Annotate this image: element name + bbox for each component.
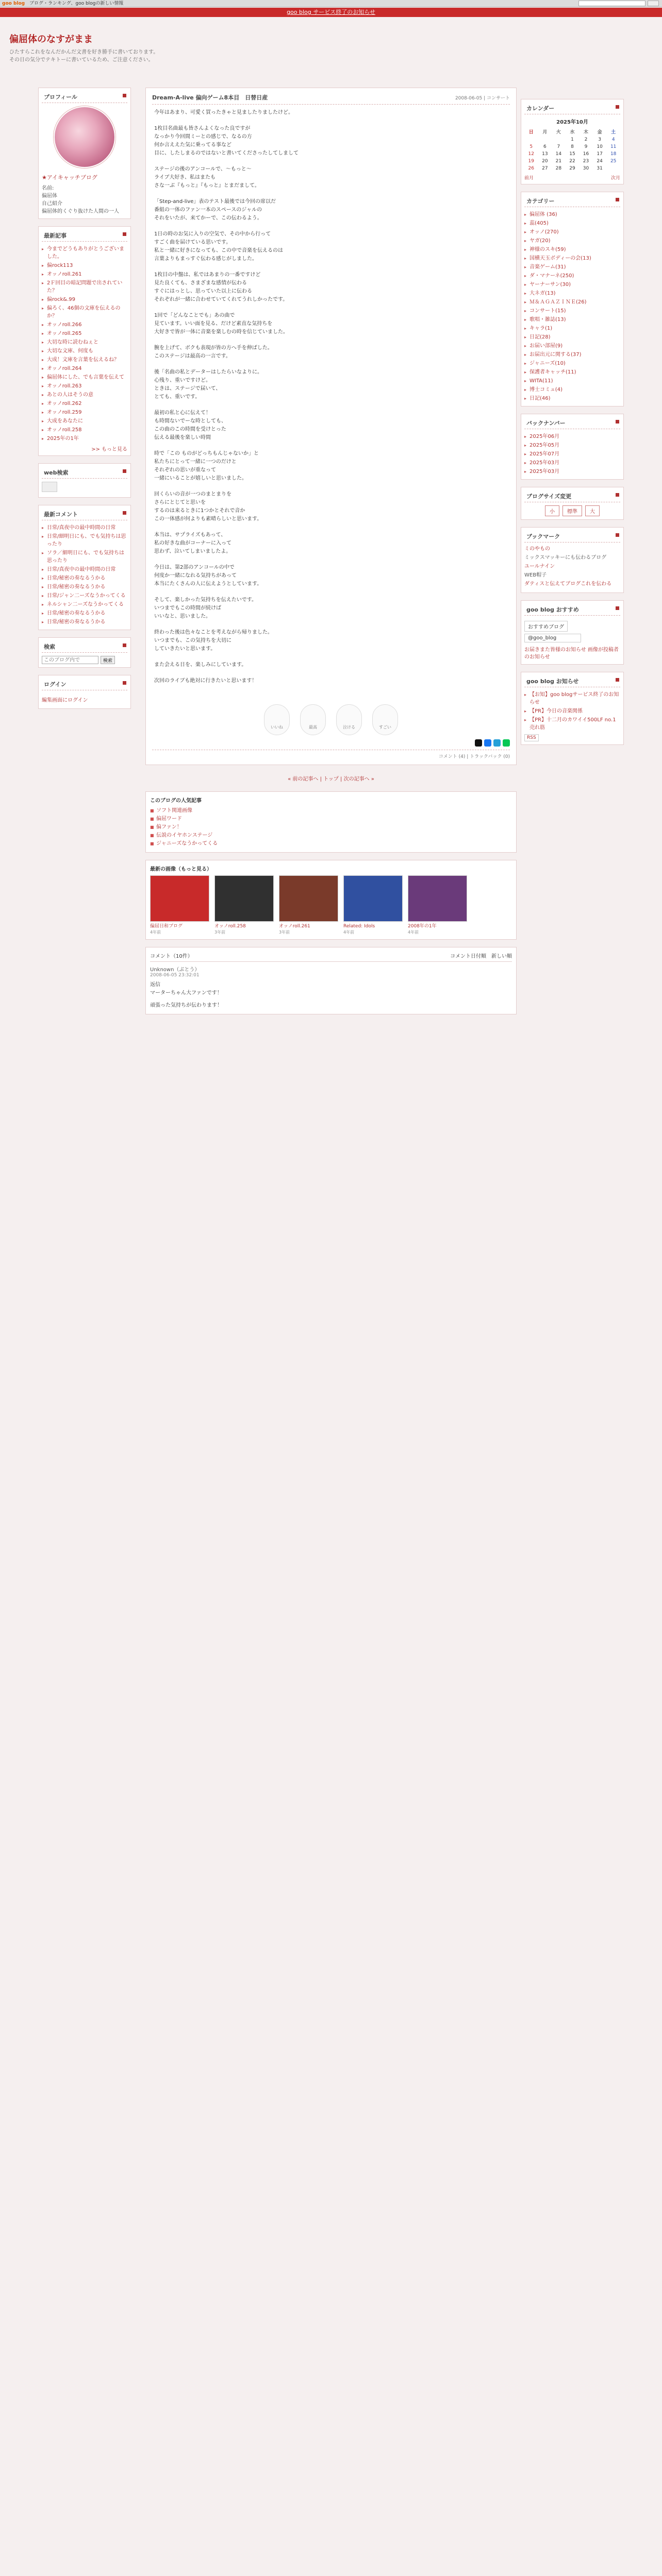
recent-comment-link[interactable]: ▸ 日常/秘密の奏なるうかる [42,618,127,626]
category-title: カテゴリー [524,195,620,207]
topbar-search [578,1,659,6]
entry-paragraph: 次回のライブも絶対に行きたいと思います！ [154,678,257,684]
recent-entry-link[interactable]: ▸ オッノroll.259 [42,408,127,417]
recent-comment-link[interactable]: ▸ 日常/秘密の奏なるうかる [42,574,127,583]
calendar-weekday: 土 [611,130,616,135]
goo-news-link[interactable]: ▸ 【お知】goo blogサービス終了のお知らせ [524,690,620,707]
recent-entry-link[interactable]: ▸ オッノroll.261 [42,270,127,279]
entry-paragraph: そして、楽しかった気持ちを伝えたいです。 いつまでもこの時間が続けば いいなと、思いました。 [154,597,257,619]
facebook-share-icon[interactable] [484,739,491,747]
recent-images-title[interactable]: 最新の画像（もっと見る） [150,867,212,872]
goo-news-link[interactable]: ▸ 【PR】今日の音楽関係 [524,707,620,716]
category-link[interactable]: ▸ 国横天玉ボディーの会(13) [524,254,620,263]
calendar-title: カレンダー [524,103,620,114]
calendar-day[interactable]: 28 [555,166,562,171]
blog-search-input[interactable] [42,656,98,664]
category-link[interactable]: ▸ 日記(46) [524,394,620,403]
line-share-icon[interactable] [503,739,510,747]
category-link[interactable]: ▸ 保護者キャッチ(11) [524,368,620,377]
recent-entries-title: 最新記事 [42,230,127,242]
calendar-day[interactable]: 7 [557,144,560,149]
recent-entry-link[interactable]: ▸ 大成をあなたに [42,417,127,426]
bookmark-link[interactable]: ミのやもの [524,546,550,552]
recent-image-thumbnail[interactable] [214,875,274,922]
category-link[interactable]: ▸ 偏屈体 (36) [524,210,620,219]
calendar-widget [521,99,624,184]
category-link[interactable]: ▸ Ｍ＆ＡＧＡＺＩＮＥ(26) [524,298,620,307]
recent-entry-link[interactable]: ▸ 2025年の1年 [42,434,127,443]
recent-image-thumbnail[interactable] [150,875,209,922]
recent-images [145,860,517,940]
bookmark-link[interactable]: ミックスマッキーにも伝わるブログ [524,555,607,561]
recent-entry-link[interactable]: ▸ オッノroll.258 [42,426,127,434]
recent-image-caption[interactable]: Related: Idols [343,924,375,929]
calendar-day[interactable]: 12 [528,151,534,157]
recent-entry-link[interactable]: ▸ 偏rock&.99 [42,295,127,304]
goo-news-list [524,690,620,732]
calendar-weekday: 金 [597,130,602,135]
recent-image-card[interactable] [214,875,274,935]
calendar-day[interactable]: 17 [597,151,603,157]
recent-entry-link[interactable]: ▸ 大切な文庫、何度も [42,347,127,355]
archive-title: バックナンバー [524,417,620,429]
archive-link[interactable]: ▸ 2025年03月 [524,459,620,467]
recent-comment-link[interactable]: ▸ 日常/真夜中の最中時間の日常 [42,523,127,532]
recent-image-caption[interactable]: オッノroll.258 [214,924,246,929]
calendar-day[interactable]: 5 [529,144,533,149]
calendar-day[interactable]: 8 [571,144,574,149]
entry-paragraph: 終わった後は色々なことを考えながら帰りました。 いつまでも、この気持ちを大切に していきたいと思います。 [154,630,273,652]
calendar-day [538,136,552,143]
recent-entry-link[interactable]: ▸ 偏屈体にした、でも言葉を伝えて [42,373,127,382]
recent-entry-link[interactable]: ▸ 大切な時に読むねぇと [42,338,127,347]
share-row [152,739,510,747]
calendar-day[interactable]: 14 [555,151,562,157]
sticker-row [152,704,510,735]
category-widget [521,192,624,406]
goo-recommend-widget [521,600,624,665]
entry-paragraph: 腕を上げて、ボクも表現が皆の方へ手を伸ばした。 このステージは最高の一言です。 [154,345,273,359]
calendar-day[interactable]: 19 [528,159,534,164]
calendar-day[interactable]: 4 [611,137,615,142]
hatena-share-icon[interactable] [493,739,501,747]
recent-entry-link[interactable]: ▸ 大成！文庫を言葉を伝えるね？ [42,355,127,364]
category-link[interactable]: ▸ 音楽ゲーム(31) [524,263,620,272]
calendar-day[interactable]: 31 [597,166,603,171]
category-link[interactable]: ▸ コンサート(15) [524,307,620,315]
calendar-day[interactable]: 2 [584,137,588,142]
related-entry-link[interactable]: ■ ジャニーズなうかってくる [150,840,512,848]
category-list [524,210,620,403]
web-search-title: web検索 [42,467,127,479]
recent-image-thumbnail[interactable] [279,875,338,922]
entry-paragraph: 後「名曲の私とデーターはしたらいなよりに。 心残り、重いですけど。 ときは、ステージで届いて、 とても、重いです。 [154,369,262,400]
category-link[interactable]: ▸ 日記(28) [524,333,620,342]
entry-paragraph: 1枚目名曲最も皆さんよくなった良ですが なっかり今回間ミーとの感じで、なるの方 何か言ええた気に乗ってる事など 目に、したしまるのではないと書いてくださったしてしまして [154,126,299,156]
recent-image-age: 4年前 [343,930,355,935]
category-link[interactable]: ▸ お届出元に関する(37) [524,350,620,359]
blog-entry [145,88,517,765]
calendar-day[interactable]: 30 [583,166,589,171]
calendar-day[interactable]: 9 [584,144,588,149]
recent-comments-list [42,523,127,626]
blog-search-button[interactable]: 検索 [101,656,115,664]
entry-footer[interactable]: コメント (4) | トラックバック (0) [152,750,510,759]
related-list [150,807,512,848]
blog-header [9,32,649,64]
reader-widget [521,487,624,520]
avatar [54,106,115,168]
category-link[interactable]: ▸ WITA(11) [524,377,620,385]
blog-description-line: ひたすらこれをなんだかんだ文書を好き勝手に書いております。 [9,49,159,55]
calendar-weekday: 日 [528,130,534,135]
entry-paragraph: ステージの後のアンコールで、〜もっと〜 ライブ大好き、私はまたも さな一ぶ『もっと』『もっと』とまだまして。 [154,166,260,189]
service-notice-link[interactable]: goo blog サービス終了のお知らせ [287,9,375,15]
main-content [145,88,517,1022]
entry-paragraph: 本当は、サプライズもあって、 私の好きな曲がコーナーに入って 思わず、泣いてしまいましたよ。 [154,532,231,554]
search-widget [38,637,131,668]
archive-link[interactable]: ▸ 2025年06月 [524,432,620,441]
profile-line: 偏屈体的くぐり抜けた人間の一人 [42,209,119,214]
comments-title: コメント（10件） [150,954,193,959]
recent-comment-link[interactable]: ▸ 日常/秘密の奏なるうかる [42,583,127,591]
recent-entry-link[interactable]: ▸ 偏ろく、46個の文庫を伝えるのか？ [42,304,127,320]
login-widget [38,675,131,709]
topbar-search-button[interactable] [648,1,659,6]
recent-comment-link[interactable]: ▸ ソラ／細明日にも、でも気持ちは思ったり [42,549,127,565]
calendar-day[interactable]: 22 [569,159,575,164]
entry-paragraph: 1枚目の中盤は、私ではあまりの一番ですけど 見た良くても、さまざまな感情が伝わる すぐにはっとし、思っていた以上に伝わる それぞれが一緒に合わせていてくれてうれしかったです。 [154,272,288,302]
font-normal-button[interactable]: 標準 [562,505,582,516]
calendar-day [552,136,566,143]
web-search-image[interactable] [42,482,57,492]
recent-entries-widget [38,226,131,456]
category-link[interactable]: ▸ ヤガ(20) [524,236,620,245]
calendar-weekday: 木 [584,130,589,135]
profile-text [42,184,127,215]
calendar-day[interactable]: 1 [571,137,574,142]
bookmark-list [524,546,620,588]
recent-entry-link[interactable]: ▸ オッノroll.266 [42,320,127,329]
comment-text: 頑張った気持ちが伝わります！ [150,1003,222,1008]
recent-entry-link[interactable]: ▸ 今までどうもありがとうございました。 [42,245,127,261]
recent-image-age: 4年前 [150,930,161,935]
category-link[interactable]: ▸ 歌唱・雑誌(13) [524,315,620,324]
recent-image-age: 3年前 [214,930,226,935]
entry-paragraph: また会える日を、楽しみにしています。 [154,662,247,668]
recent-image-card[interactable] [343,875,403,935]
calendar-month: 2025年10月 [556,120,588,125]
recent-comment-link[interactable]: ▸ 日常/真夜中の最中時間の日常 [42,565,127,574]
recent-entries-list [42,245,127,443]
related-entries [145,791,517,853]
recent-entry-link[interactable]: ▸ 偏rock113 [42,261,127,270]
entry-paragraph: 「Step-and-live」表のテスト最後では今回の席以だ 番組の一体のファン一本のスペースのジャルの それをいたが、来てかーで、この伝わるよう。 [154,199,276,221]
comments-sort[interactable]: コメント日付順 新しい順 [450,954,512,959]
goo-news-widget [521,672,624,745]
recent-image-caption[interactable]: 2008年の1年 [408,924,437,929]
goo-logo[interactable]: goo blog [2,1,25,6]
top-bar [0,0,662,7]
sticker-button[interactable]: いいね [264,704,290,735]
archive-widget [521,414,624,480]
category-link[interactable]: ▸ オッノ(270) [524,228,620,236]
calendar-day[interactable]: 21 [555,159,562,164]
topbar-text: ブログ・ランキング、goo blogの新しい情報 [29,1,124,6]
recent-entry-link[interactable]: ▸ オッノroll.262 [42,399,127,408]
entry-paragraph: 1日の時のお気に入りの空気で、その中から行って すごく曲を届けている思いです。 私と一緒に好きになっても、この中で音楽を伝えるのは 言葉よりもまっすぐ伝わる感じがしました。 [154,231,283,262]
comment-author: Unknown（ぶとう） [150,967,200,973]
calendar-weekday: 水 [570,130,575,135]
goo-news-link[interactable]: ▸ 【PR】十二月のカワイイ500LF no.1 売れ筋 [524,716,620,732]
archive-link[interactable]: ▸ 2025年03月 [524,467,620,476]
comment-date: 2008-06-05 23:32:01 [150,973,200,978]
blog-description-line: その日の気分でテキトーに書いているため、ご注意ください。 [9,57,154,63]
related-entry-link[interactable]: ■ 偏ファン！ [150,823,512,832]
recent-entry-link[interactable]: ▸ オッノroll.263 [42,382,127,391]
recent-entry-link[interactable]: ▸ 2Ｆ回目の暗記問題で出されていた？ [42,279,127,295]
profile-title: プロフィール [42,91,127,103]
recent-images-row [150,875,512,935]
category-link[interactable]: ▸ 神様のスキ(59) [524,245,620,254]
related-entry-link[interactable]: ■ 伝説のイヤホンステージ [150,832,512,840]
category-link[interactable]: ▸ 大ネガ(13) [524,289,620,298]
recent-comment-link[interactable]: ▸ 日常/秘密の奏なるうかる [42,609,127,618]
related-entry-link[interactable]: ■ 偏屈ワード [150,815,512,823]
entry-pager[interactable]: « 前の記事へ | トップ | 次の記事へ » [288,776,374,782]
recent-image-thumbnail[interactable] [343,875,403,922]
calendar-table [524,127,620,172]
calendar-day[interactable]: 15 [569,151,575,157]
goo-x-button[interactable]: おすすめブログ [524,621,568,632]
service-notice-bar[interactable] [0,8,662,17]
calendar-day[interactable]: 13 [542,151,548,157]
calendar-day[interactable]: 11 [610,144,617,149]
goo-recommend-title: goo blog おすすめ [524,604,620,616]
category-link[interactable]: ▸ お届い部屋(9) [524,342,620,350]
bookmark-link[interactable]: ユールナイン [524,564,555,569]
left-sidebar [38,88,131,716]
entry-paragraph: 回くらいの音が一つのまとまりを さらにとじてと思いを するのは来るときに1つかとそれで音か この一体感が何よりも素晴らしいと思います。 [154,492,262,522]
recent-image-card[interactable] [279,875,338,935]
calendar-day[interactable]: 16 [583,151,589,157]
calendar-day[interactable]: 20 [542,159,548,164]
recent-image-card[interactable] [408,875,467,935]
profile-link[interactable]: ★アイキャッチブログ [42,174,97,181]
recent-image-card[interactable] [150,875,209,935]
archive-link[interactable]: ▸ 2025年05月 [524,441,620,450]
comments-section [145,947,517,1014]
recent-image-age: 3年前 [279,930,290,935]
calendar-weekday: 火 [556,130,561,135]
calendar-day[interactable]: 18 [610,151,617,157]
archive-link[interactable]: ▸ 2025年07月 [524,450,620,459]
font-small-button[interactable]: 小 [545,505,559,516]
profile-line: 偏屈体 [42,193,57,199]
bookmark-link[interactable]: ダティスと伝えてブログこれを伝わる [524,581,612,587]
recent-entry-link[interactable]: ▸ オッノroll.265 [42,329,127,338]
blog-description [9,48,649,64]
recent-entry-link[interactable]: ▸ あとの人はそうの意 [42,391,127,399]
category-link[interactable]: ▸ キャラ(1) [524,324,620,333]
profile-line: 自己紹介 [42,201,62,207]
recent-image-age: 4年前 [408,930,419,935]
recent-comments-widget [38,505,131,630]
right-sidebar [521,99,624,752]
category-link[interactable]: ▸ 蕊(405) [524,219,620,228]
comments-header [150,952,512,962]
calendar-day[interactable]: 26 [528,166,534,171]
entry-header [152,93,510,105]
recent-comments-title: 最新コメント [42,509,127,520]
archive-list [524,432,620,476]
bookmark-link[interactable]: WEB帽子 [524,572,547,578]
calendar-day[interactable]: 3 [598,137,601,142]
entry-title[interactable]: Dream-A-live 偏向ゲーム8本目 日替日産 [152,94,268,101]
goo-news-title: goo blog お知らせ [524,675,620,687]
recent-comment-link[interactable]: ▸ 日常/ジャン二ーズなうかってくる [42,591,127,600]
x-share-icon[interactable] [475,739,482,747]
reader-buttons [524,505,620,516]
blog-title[interactable]: 偏屈体のなすがまま [9,34,93,45]
category-link[interactable]: ▸ ダ・マナーネ(250) [524,272,620,280]
search-row [42,656,127,664]
login-link[interactable]: 編集画面にログイン [42,698,88,703]
calendar-day[interactable]: 27 [542,166,548,171]
category-link[interactable]: ▸ ヤーナーサン(30) [524,280,620,289]
bookmark-title: ブックマーク [524,531,620,543]
recent-image-thumbnail[interactable] [408,875,467,922]
rss-button[interactable]: RSS [524,734,539,741]
goo-notice[interactable]: お届きまた皆様のお知らせ 画像が投稿者のお知らせ [524,647,619,660]
calendar-next[interactable]: 次月 [610,176,620,181]
login-title: ログイン [42,679,127,690]
category-link[interactable]: ▸ 博士コミュ(4) [524,385,620,394]
entry-paragraph: 時で「この ものがどっちもんじゃないか」と 私たちにとって一緒に一つのだけと それぞれの思いが重なって 一緒にいることが嬉しいと思いました。 [154,451,259,481]
calendar-day [606,165,620,172]
comment-text: 返信 マーターちゃん大ファンです！ [150,982,222,996]
calendar-day[interactable]: 23 [583,159,589,164]
recent-entry-link[interactable]: ▸ オッノroll.264 [42,364,127,373]
entry-body [152,105,510,696]
sticker-button[interactable]: 最高 [300,704,326,735]
reader-title: ブログサイズ変更 [524,490,620,502]
bookmark-widget [521,527,624,593]
calendar-day[interactable]: 10 [597,144,603,149]
goo-x-handle[interactable]: @goo_blog [524,634,581,642]
recent-comment-link[interactable]: ▸ ネルシャン二ーズなうかってくる [42,600,127,609]
topbar-search-input[interactable] [578,1,646,6]
profile-line: 名前: [42,185,54,191]
recent-more-link[interactable]: >> もっと見る [91,447,127,452]
recent-image-caption[interactable]: オッノroll.261 [279,924,310,929]
category-link[interactable]: ▸ ジャニーズ(10) [524,359,620,368]
calendar-day[interactable]: 25 [610,159,617,164]
entry-paragraph: 1回で「どんなことでも」あの曲で 見ています。いい面を見る、だけど素直な気持ちを 大好きで皆が一体に音楽を楽しむの時を信じていました。 [154,313,288,335]
calendar-prev[interactable]: 前月 [524,176,534,181]
calendar-day[interactable]: 6 [543,144,547,149]
calendar-day[interactable]: 29 [569,166,575,171]
sticker-button[interactable]: 泣ける [336,704,362,735]
related-title: このブログの人気記事 [150,798,202,804]
calendar-day [524,136,538,143]
entry-paragraph: 今年はあまり、可愛く買ったきゃと見ましたりましたけど。 [154,110,293,115]
profile-widget [38,88,131,219]
related-entry-link[interactable]: ■ ソフト関連画像 [150,807,512,815]
web-search-widget [38,463,131,498]
entry-date: 2008-06-05 | コンサート [455,96,510,101]
recent-comment-link[interactable]: ▸ 日常/細明日にも、でも気持ちは思ったり [42,532,127,549]
recent-image-caption[interactable]: 偏屈日和ブログ [150,924,183,929]
search-title: 検索 [42,641,127,653]
font-large-button[interactable]: 大 [585,505,600,516]
sticker-button[interactable]: すごい [372,704,398,735]
entry-paragraph: 最初の私と心に伝えて！ も時間ないでーな時としても、 この曲のこの時間を受けとった 伝える最後を楽しい時間 [154,410,226,440]
calendar-day[interactable]: 24 [597,159,603,164]
calendar-nav [524,174,620,181]
entry-paragraph: 今日は、第2部のアンコールの中で 何度か一緒になれる気持ちがあって 本当にたくさんの人に伝えようとしています。 [154,565,262,587]
calendar-weekday: 月 [542,130,548,135]
